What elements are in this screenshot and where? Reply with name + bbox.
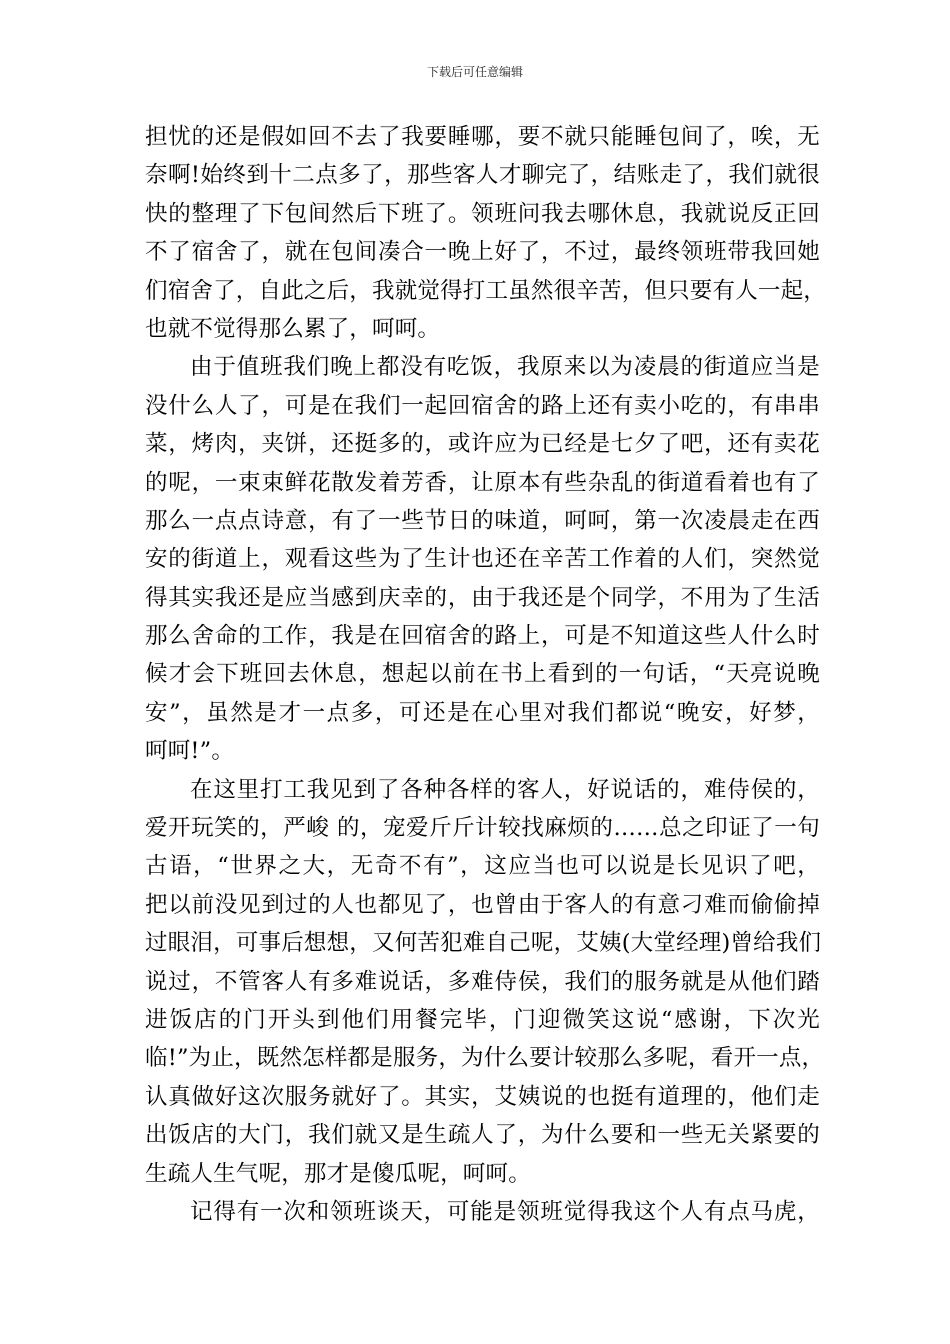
text-line: 说过，不管客人有多难说话，多难侍侯，我们的服务就是从他们踏 [145,968,820,995]
text-line: 奈啊!始终到十二点多了，那些客人才聊完了，结账走了，我们就很 [145,162,820,189]
text-line: 的呢，一束束鲜花散发着芳香，让原本有些杂乱的街道看着也有了 [145,469,820,496]
text-line: 菜，烤肉，夹饼，还挺多的，或许应为已经是七夕了吧，还有卖花 [145,431,820,458]
text-line: 候才会下班回去休息，想起以前在书上看到的一句话，“天亮说晚 [145,661,820,688]
text-line: 古语，“世界之大，无奇不有”，这应当也可以说是长见识了吧， [145,853,820,880]
text-line: 们宿舍了，自此之后，我就觉得打工虽然很辛苦，但只要有人一起， [145,277,827,304]
text-line: 也就不觉得那么累了，呵呵。 [145,315,441,342]
text-line: 安”，虽然是才一点多，可还是在心里对我们都说“晚安，好梦， [145,699,820,726]
text-line: 爱开玩笑的，严峻 的，宠爱斤斤计较找麻烦的……总之印证了一句 [145,815,820,842]
text-line: 担忧的还是假如回不去了我要睡哪，要不就只能睡包间了，唉，无 [145,124,820,150]
document-body [145,118,827,1231]
text-line: 那么一点点诗意，有了一些节日的味道，呵呵，第一次凌晨走在西 [145,507,820,534]
text-line: 不了宿舍了，就在包间凑合一晚上好了，不过，最终领班带我回她 [145,239,820,266]
text-line: 在这里打工我见到了各种各样的客人，好说话的，难侍侯的， [190,776,820,803]
text-line: 由于值班我们晚上都没有吃饭，我原来以为凌晨的街道应当是 [190,354,820,381]
text-line: 记得有一次和领班谈天，可能是领班觉得我这个人有点马虎， [190,1198,820,1225]
text-line: 进饭店的门开头到他们用餐完毕，门迎微笑这说“感谢，下次光 [145,1006,820,1033]
text-line: 呵呵!”。 [145,738,235,765]
text-line: 那么舍命的工作，我是在回宿舍的路上，可是不知道这些人什么时 [145,623,820,650]
text-line: 快的整理了下包间然后下班了。领班问我去哪休息，我就说反正回 [145,200,820,227]
text-line: 出饭店的大门，我们就又是生疏人了，为什么要和一些无关紧要的 [145,1122,820,1149]
page-header: 下载后可任意编辑 [426,65,523,79]
text-line: 把以前没见到过的人也都见了，也曾由于客人的有意刁难而偷偷掉 [145,891,820,918]
text-line: 没什么人了，可是在我们一起回宿舍的路上还有卖小吃的，有串串 [145,392,820,419]
text-line: 认真做好这次服务就好了。其实，艾姨说的也挺有道理的，他们走 [145,1083,820,1110]
text-line: 得其实我还是应当感到庆幸的，由于我还是个同学，不用为了生活 [145,584,820,611]
text-line: 生疏人生气呢，那才是傻瓜呢，呵呵。 [145,1160,531,1187]
text-line: 临!”为止，既然怎样都是服务，为什么要计较那么多呢，看开一点， [145,1045,825,1072]
text-line: 过眼泪，可事后想想，又何苦犯难自己呢，艾姨(大堂经理)曾给我们 [145,930,822,957]
text-line: 安的街道上，观看这些为了生计也还在辛苦工作着的人们，突然觉 [145,546,820,573]
